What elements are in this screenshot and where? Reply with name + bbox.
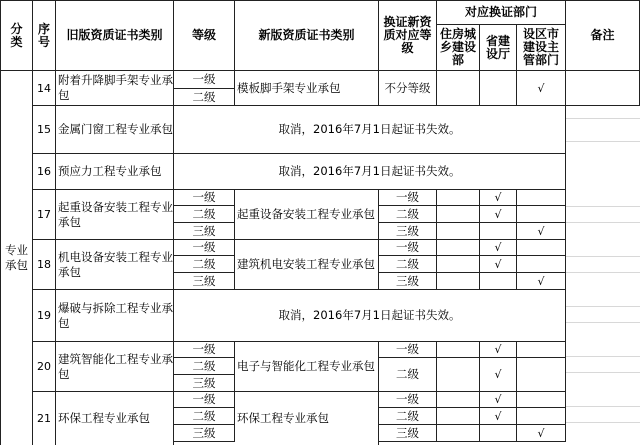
new-grade-cell: 一级 (379, 392, 437, 408)
dept-province-cell: √ (480, 392, 517, 408)
dept-province-cell (480, 273, 517, 290)
grade-cell: 一级 (174, 71, 235, 89)
header-new-grade: 换证新资质对应等级 (379, 1, 437, 71)
dept-province-cell: √ (480, 190, 517, 206)
seq-cell: 18 (33, 240, 56, 290)
grid-line (566, 356, 640, 357)
cancelled-note: 取消，2016年7月1日起证书失效。 (174, 290, 566, 342)
dept-mohurd-cell (437, 358, 480, 392)
header-dept-province: 省建设厅 (480, 25, 517, 71)
dept-city-cell: √ (517, 425, 566, 442)
grade-cell: 二级 (174, 408, 235, 425)
grade-cell: 三级 (174, 273, 235, 290)
new-grade-cell: 一级 (379, 190, 437, 206)
dept-province-cell: √ (480, 342, 517, 358)
dept-province-cell (480, 71, 517, 106)
seq-cell: 20 (33, 342, 56, 392)
dept-mohurd-cell (437, 190, 480, 206)
new-grade-cell: 二级 (379, 256, 437, 273)
grid-line (566, 306, 640, 307)
dept-province-cell (480, 425, 517, 442)
dept-mohurd-cell (437, 408, 480, 425)
old-type-cell: 附着升降脚手架专业承包 (56, 71, 174, 106)
grade-cell: 一级 (174, 240, 235, 256)
dept-province-cell (480, 223, 517, 240)
grade-cell: 二级 (174, 89, 235, 106)
new-grade-cell: 二级 (379, 206, 437, 223)
dept-city-cell: √ (517, 71, 566, 106)
grid-line (566, 118, 640, 119)
dept-mohurd-cell (437, 71, 480, 106)
old-type-cell: 金属门窗工程专业承包 (56, 106, 174, 154)
dept-city-cell (517, 206, 566, 223)
dept-city-cell (517, 358, 566, 392)
grade-cell: 二级 (174, 206, 235, 223)
header-dept: 对应换证部门 (437, 1, 566, 25)
dept-city-cell (517, 256, 566, 273)
header-seq: 序号 (33, 1, 56, 71)
new-grade-cell: 二级 (379, 408, 437, 425)
header-remark: 备注 (566, 1, 640, 71)
seq-cell: 14 (33, 71, 56, 106)
grade-cell: 一级 (174, 342, 235, 358)
old-type-cell: 建筑智能化工程专业承包 (56, 342, 174, 392)
new-grade-cell: 一级 (379, 240, 437, 256)
grid-line (566, 141, 640, 142)
dept-mohurd-cell (437, 206, 480, 223)
new-grade-cell: 一级 (379, 342, 437, 358)
dept-city-cell (517, 240, 566, 256)
header-new-type: 新版资质证书类别 (235, 1, 379, 71)
category-cell: 专业承包 (1, 71, 33, 445)
grid-line (566, 256, 640, 257)
dept-mohurd-cell (437, 392, 480, 408)
dept-mohurd-cell (437, 273, 480, 290)
header-dept-city: 设区市建设主管部门 (517, 25, 566, 71)
grid-line (566, 206, 640, 207)
old-type-cell: 环保工程专业承包 (56, 392, 174, 445)
dept-city-cell (517, 392, 566, 408)
dept-city-cell (517, 342, 566, 358)
new-grade-cell: 三级 (379, 223, 437, 240)
seq-cell: 21 (33, 392, 56, 445)
new-grade-cell: 三级 (379, 425, 437, 442)
dept-province-cell: √ (480, 358, 517, 392)
grid-line (566, 322, 640, 323)
new-type-cell: 电子与智能化工程专业承包 (235, 342, 379, 392)
grade-cell: 三级 (174, 375, 235, 392)
dept-mohurd-cell (437, 342, 480, 358)
new-grade-cell: 二级 (379, 358, 437, 392)
new-type-cell: 建筑机电安装工程专业承包 (235, 240, 379, 290)
dept-province-cell: √ (480, 206, 517, 223)
grade-cell: 一级 (174, 392, 235, 408)
dept-province-cell: √ (480, 240, 517, 256)
grid-line (566, 422, 640, 423)
grade-cell: 三级 (174, 425, 235, 442)
dept-mohurd-cell (437, 256, 480, 273)
grade-cell: 二级 (174, 256, 235, 273)
dept-mohurd-cell (437, 240, 480, 256)
new-type-cell: 环保工程专业承包 (235, 392, 379, 445)
new-grade-cell: 三级 (379, 273, 437, 290)
remark-cell (566, 71, 640, 106)
old-type-cell: 起重设备安装工程专业承包 (56, 190, 174, 240)
header-category: 分类 (1, 1, 33, 71)
new-grade-cell: 不分等级 (379, 71, 437, 106)
grid-line (566, 406, 640, 407)
dept-province-cell: √ (480, 256, 517, 273)
dept-city-cell: √ (517, 273, 566, 290)
old-type-cell: 机电设备安装工程专业承包 (56, 240, 174, 290)
dept-mohurd-cell (437, 223, 480, 240)
header-grade: 等级 (174, 1, 235, 71)
new-type-cell: 起重设备安装工程专业承包 (235, 190, 379, 240)
seq-cell: 15 (33, 106, 56, 154)
seq-cell: 16 (33, 154, 56, 190)
dept-city-cell (517, 190, 566, 206)
dept-city-cell: √ (517, 223, 566, 240)
grade-cell: 一级 (174, 190, 235, 206)
old-type-cell: 预应力工程专业承包 (56, 154, 174, 190)
grid-line (566, 372, 640, 373)
new-type-cell: 模板脚手架专业承包 (235, 71, 379, 106)
header-old-type: 旧版资质证书类别 (56, 1, 174, 71)
dept-city-cell (517, 408, 566, 425)
dept-province-cell: √ (480, 408, 517, 425)
cancelled-note: 取消，2016年7月1日起证书失效。 (174, 154, 566, 190)
grid-line (566, 272, 640, 273)
grade-cell: 二级 (174, 358, 235, 375)
header-dept-mohurd: 住房城乡建设部 (437, 25, 480, 71)
seq-cell: 19 (33, 290, 56, 342)
old-type-cell: 爆破与拆除工程专业承包 (56, 290, 174, 342)
seq-cell: 17 (33, 190, 56, 240)
grade-cell: 三级 (174, 223, 235, 240)
dept-mohurd-cell (437, 425, 480, 442)
cancelled-note: 取消，2016年7月1日起证书失效。 (174, 106, 566, 154)
grid-line (566, 222, 640, 223)
